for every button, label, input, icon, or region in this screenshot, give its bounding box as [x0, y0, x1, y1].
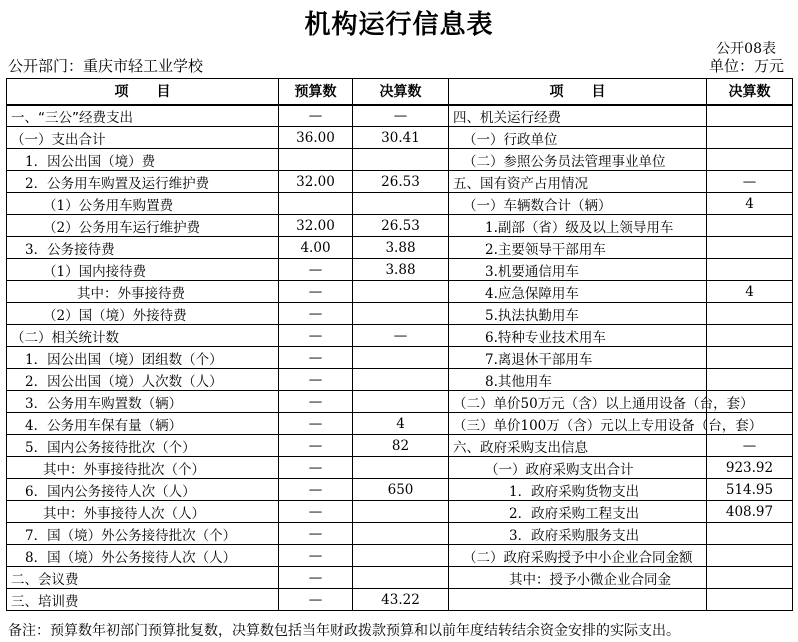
table-row [7, 501, 793, 523]
right-item: 6.特种专业技术用车 [449, 325, 707, 347]
final-value [353, 347, 449, 369]
left-item: 1．因公出国（境）团组数（个） [7, 347, 279, 369]
right-item: 五、国有资产占用情况 [449, 171, 707, 193]
budget-value: — [279, 413, 353, 435]
budget-value: — [279, 479, 353, 501]
right-value: — [707, 435, 793, 457]
header-item-left: 项 目 [7, 79, 279, 105]
left-item: 1．因公出国（境）费 [7, 149, 279, 171]
budget-value: 36.00 [279, 127, 353, 149]
budget-value: — [279, 281, 353, 303]
budget-value: — [279, 325, 353, 347]
header-final-right: 决算数 [707, 79, 793, 105]
left-item: 6．国内公务接待人次（人） [7, 479, 279, 501]
unit-label: 单位：万元 [708, 57, 784, 75]
budget-value: 4.00 [279, 237, 353, 259]
table-row [7, 281, 793, 303]
right-value [707, 369, 793, 391]
footnote: 备注：预算数年初部门预算批复数，决算数包括当年财政拨款预算和以前年度结转结余资金安排的实际支出。 [8, 623, 680, 639]
page-title: 机构运行信息表 [304, 10, 494, 40]
right-item: 六、政府采购支出信息 [449, 435, 707, 457]
final-value [353, 193, 449, 215]
right-value: 4 [707, 281, 793, 303]
final-value: 26.53 [353, 171, 449, 193]
left-item: （一）支出合计 [7, 127, 279, 149]
right-value [707, 259, 793, 281]
table-row [7, 347, 793, 369]
right-value [707, 567, 793, 589]
right-item: 3.机要通信用车 [449, 259, 707, 281]
right-value [707, 325, 793, 347]
right-value [707, 303, 793, 325]
final-value: 4 [353, 413, 449, 435]
final-value [353, 149, 449, 171]
left-item: 2．因公出国（境）人次数（人） [7, 369, 279, 391]
final-value [353, 523, 449, 545]
final-value [353, 567, 449, 589]
table-row [7, 215, 793, 237]
table-row [7, 589, 793, 611]
left-item: 二、会议费 [7, 567, 279, 589]
left-item: （1）公务用车购置费 [7, 193, 279, 215]
left-item: （2）国（境）外接待费 [7, 303, 279, 325]
budget-value: — [279, 435, 353, 457]
left-item: 三、培训费 [7, 589, 279, 611]
table-row [7, 567, 793, 589]
right-value [707, 105, 793, 127]
right-item [449, 589, 707, 611]
right-item: （二）参照公务员法管理事业单位 [449, 149, 707, 171]
final-value: 3.88 [353, 237, 449, 259]
budget-value: — [279, 457, 353, 479]
right-item: （三）单价100万（含）元以上专用设备（台，套） [449, 413, 707, 435]
right-item: 4.应急保障用车 [449, 281, 707, 303]
table-row [7, 325, 793, 347]
right-item: 7.离退休干部用车 [449, 347, 707, 369]
right-item: 其中：授予小微企业合同金 [449, 567, 707, 589]
left-item: （1）国内接待费 [7, 259, 279, 281]
budget-value: — [279, 523, 353, 545]
table-header-row [7, 79, 793, 105]
budget-value: 32.00 [279, 171, 353, 193]
left-item: 2．公务用车购置及运行维护费 [7, 171, 279, 193]
left-item: 其中：外事接待人次（人） [7, 501, 279, 523]
left-item: 其中：外事接待费 [7, 281, 279, 303]
right-item: 8.其他用车 [449, 369, 707, 391]
right-value: 408.97 [707, 501, 793, 523]
left-item: 5．国内公务接待批次（个） [7, 435, 279, 457]
right-item: 2．政府采购工程支出 [449, 501, 707, 523]
final-value [353, 457, 449, 479]
right-item: （一）行政单位 [449, 127, 707, 149]
right-item: 四、机关运行经费 [449, 105, 707, 127]
final-value: 3.88 [353, 259, 449, 281]
budget-value: — [279, 545, 353, 567]
table-row [7, 457, 793, 479]
budget-value: — [279, 369, 353, 391]
table-row [7, 237, 793, 259]
table-row [7, 413, 793, 435]
final-value [353, 545, 449, 567]
header-budget: 预算数 [279, 79, 353, 105]
table-row [7, 149, 793, 171]
right-item: （一）车辆数合计（辆） [449, 193, 707, 215]
right-item: 5.执法执勤用车 [449, 303, 707, 325]
final-value [353, 281, 449, 303]
operation-info-table [6, 78, 793, 611]
left-item: 7．国（境）外公务接待批次（个） [7, 523, 279, 545]
left-item: 3．公务用车购置数（辆） [7, 391, 279, 413]
table-row [7, 479, 793, 501]
right-item: 1．政府采购货物支出 [449, 479, 707, 501]
budget-value: — [279, 347, 353, 369]
table-row [7, 127, 793, 149]
table-row [7, 435, 793, 457]
right-value [707, 545, 793, 567]
left-item: （2）公务用车运行维护费 [7, 215, 279, 237]
budget-value: — [279, 501, 353, 523]
left-item: 8．国（境）外公务接待人次（人） [7, 545, 279, 567]
final-value: — [353, 325, 449, 347]
form-code: 公开08表 [716, 41, 776, 57]
table-row [7, 193, 793, 215]
budget-value [279, 149, 353, 171]
left-item: 3．公务接待费 [7, 237, 279, 259]
left-item: 其中：外事接待批次（个） [7, 457, 279, 479]
table-row [7, 545, 793, 567]
department-label: 公开部门：重庆市轻工业学校 [8, 57, 204, 75]
table-row [7, 105, 793, 127]
final-value [353, 303, 449, 325]
right-item: （二）政府采购授予中小企业合同金额 [449, 545, 707, 567]
final-value: 82 [353, 435, 449, 457]
right-value [707, 127, 793, 149]
right-item: （一）政府采购支出合计 [449, 457, 707, 479]
header-item-right: 项 目 [449, 79, 707, 105]
right-value [707, 589, 793, 611]
final-value: 43.22 [353, 589, 449, 611]
table-row [7, 391, 793, 413]
table-row [7, 171, 793, 193]
right-item: 2.主要领导干部用车 [449, 237, 707, 259]
table-row [7, 259, 793, 281]
final-value: — [353, 105, 449, 127]
final-value: 30.41 [353, 127, 449, 149]
table-row [7, 303, 793, 325]
budget-value: — [279, 303, 353, 325]
right-value: 923.92 [707, 457, 793, 479]
right-value [707, 347, 793, 369]
budget-value: — [279, 589, 353, 611]
table-row [7, 369, 793, 391]
right-value: — [707, 171, 793, 193]
right-item: 3．政府采购服务支出 [449, 523, 707, 545]
right-value [707, 215, 793, 237]
right-value [707, 149, 793, 171]
right-value [707, 237, 793, 259]
budget-value: — [279, 259, 353, 281]
budget-value [279, 193, 353, 215]
right-value [707, 523, 793, 545]
final-value: 26.53 [353, 215, 449, 237]
right-value: 514.95 [707, 479, 793, 501]
right-item: 1.副部（省）级及以上领导用车 [449, 215, 707, 237]
left-item: （二）相关统计数 [7, 325, 279, 347]
budget-value: 32.00 [279, 215, 353, 237]
budget-value: — [279, 105, 353, 127]
table-row [7, 523, 793, 545]
final-value [353, 391, 449, 413]
left-item: 4．公务用车保有量（辆） [7, 413, 279, 435]
final-value [353, 501, 449, 523]
right-value: 4 [707, 193, 793, 215]
final-value: 650 [353, 479, 449, 501]
budget-value: — [279, 391, 353, 413]
left-item: 一、“三公”经费支出 [7, 105, 279, 127]
header-final-left: 决算数 [353, 79, 449, 105]
right-item: （二）单价50万元（含）以上通用设备（台，套） [449, 391, 707, 413]
budget-value: — [279, 567, 353, 589]
final-value [353, 369, 449, 391]
